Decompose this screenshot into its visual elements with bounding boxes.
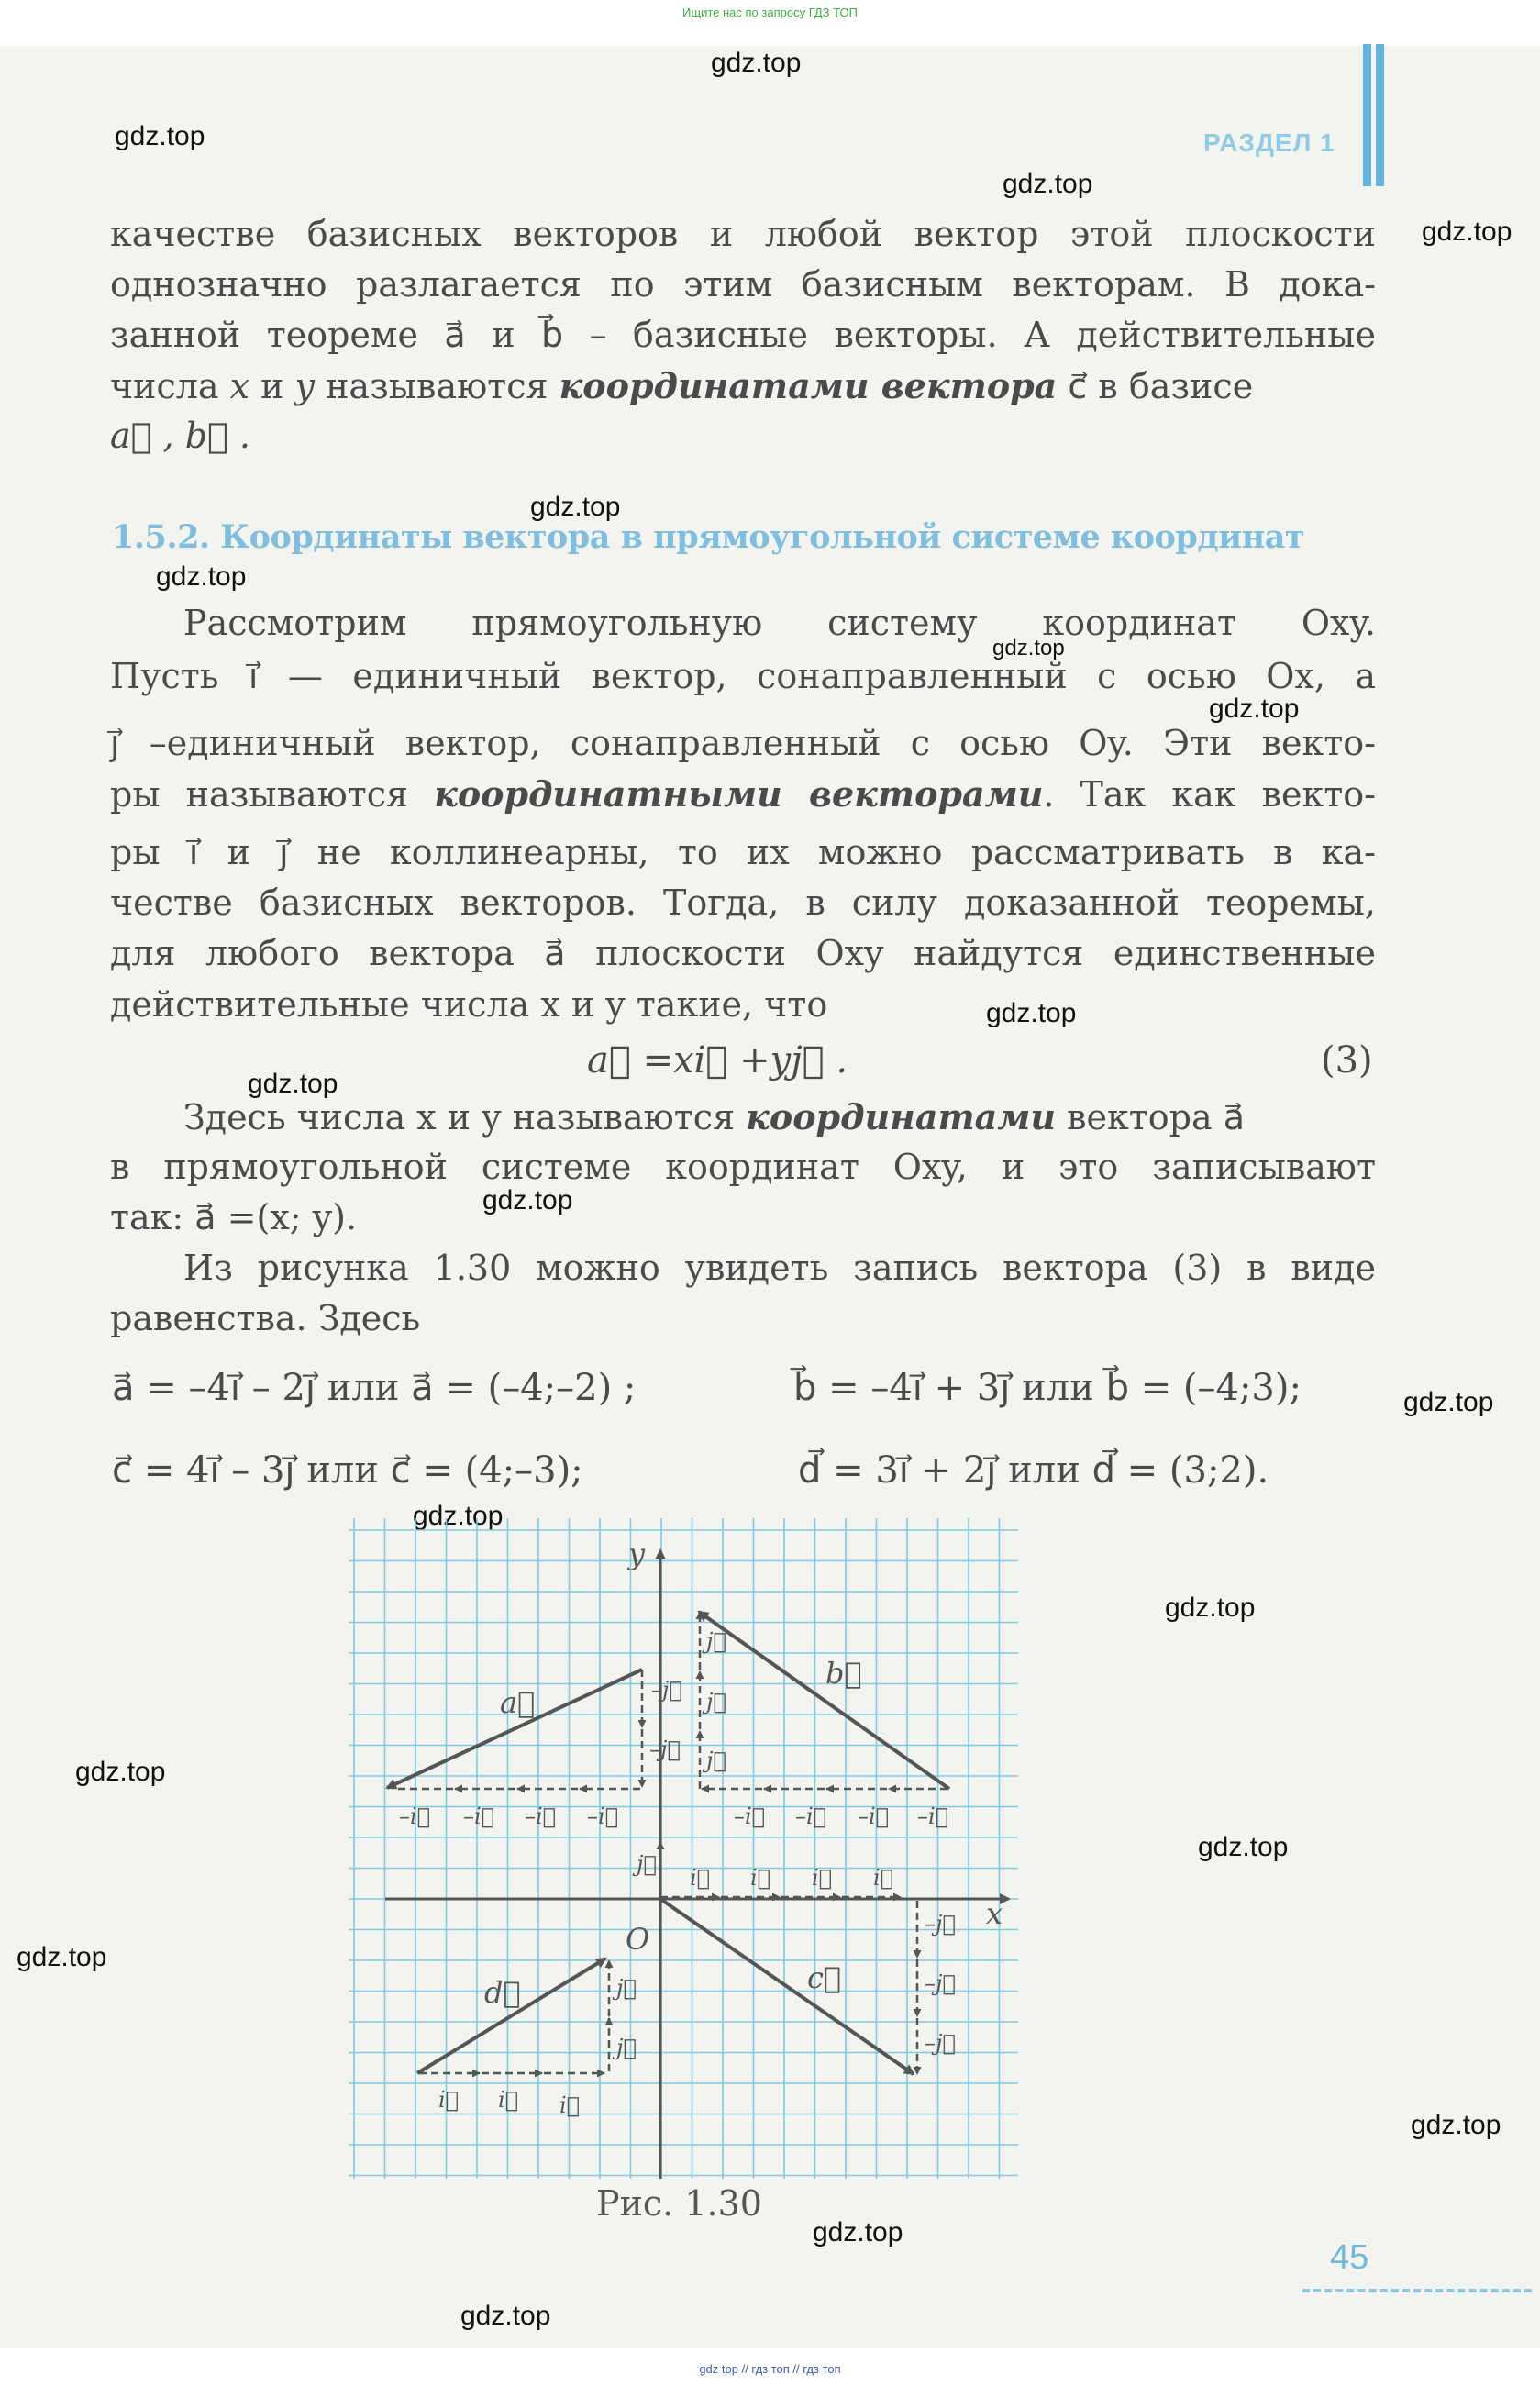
body-line-5: ры i⃗ и j⃗ не коллинеарны, то их можно рассматривать в ка- [110,832,1376,872]
text-span: . Так как векто- [1043,774,1377,815]
text-span: координатами [746,1096,1057,1138]
watermark: gdz.top [1209,694,1300,724]
j-label: j⃗ [706,1748,726,1773]
vector-a-label: a⃗ [500,1685,536,1720]
text-span: координатами вектора [559,365,1058,406]
watermark: gdz.top [1403,1387,1494,1417]
watermark: gdz.top [413,1501,504,1531]
watermark: gdz.top [1422,216,1512,247]
text-span: y [294,366,316,406]
neg-j-label: –j⃗ [651,1677,682,1703]
section-heading: 1.5.2. Координаты вектора в прямоугольной системе координат [112,518,1305,556]
neg-i-label: –i⃗ [463,1803,495,1829]
neg-i-label: –i⃗ [587,1803,619,1829]
equation-a: a⃗ = –4i⃗ – 2j⃗ или a⃗ = (–4;–2) ; [112,1367,637,1409]
watermark: gdz.top [1003,169,1093,199]
neg-j-label: –j⃗ [925,2030,956,2056]
j-label: j⃗ [706,1689,726,1715]
i-label: i⃗ [438,2087,460,2113]
body-line-10: в прямоугольной системе координат Oxy, и это записывают [110,1147,1376,1187]
i-label: i⃗ [559,2092,581,2118]
neg-j-label: –j⃗ [925,1911,956,1937]
bottom-banner[interactable]: gdz top // гдз топ // гдз топ [699,2362,841,2376]
body-line-9 [183,1092,1376,1143]
body-line-12: Из рисунка 1.30 можно увидеть запись вектора (3) в виде [183,1248,1376,1288]
watermark: gdz.top [156,561,247,592]
intro-line-5: a⃗ , b⃗ . [110,416,250,456]
text-span: c⃗ в базисе [1057,366,1254,406]
vector-c-arrow [660,1899,914,2074]
equation-c: c⃗ = 4i⃗ – 3j⃗ или c⃗ = (4;–3); [112,1449,583,1492]
neg-i-label: –i⃗ [525,1803,557,1829]
vector-b-label: b⃗ [825,1656,862,1691]
neg-j-label: –j⃗ [925,1970,956,1996]
body-line-3: j⃗ –единичный вектор, сонаправленный с осью Oy. Эти векто- [110,723,1376,763]
equation-b: b⃗ = –4i⃗ + 3j⃗ или b⃗ = (–4;3); [793,1367,1302,1409]
section-bar [1363,44,1371,186]
i-label: i⃗ [498,2087,519,2113]
watermark: gdz.top [460,2301,551,2331]
text-span: Здесь числа x и y называются [183,1097,747,1138]
formula-number: (3) [1321,1039,1373,1082]
intro-line-4 [110,361,1376,412]
i-label: i⃗ [812,1865,833,1891]
neg-i-label: –i⃗ [858,1803,890,1829]
watermark: gdz.top [115,121,205,151]
i-label: i⃗ [690,1865,711,1891]
j-label: j⃗ [616,1975,637,2001]
body-line-7: для любого вектора a⃗ плоскости Oxy найдутся единственные [110,933,1376,973]
neg-j-label: –j⃗ [649,1737,681,1762]
body-line-2: Пусть i⃗ — единичный вектор, сонаправленный с осью Ox, а [110,656,1376,696]
j-label: j⃗ [706,1628,726,1654]
text-span: координатными векторами [434,773,1044,815]
section-bar [1376,44,1384,186]
section-tag: РАЗДЕЛ 1 [1203,128,1335,157]
watermark: gdz.top [248,1069,338,1099]
text-span: ры называются [110,774,435,815]
body-line-1: Рассмотрим прямоугольную систему координат Oxy. [183,603,1376,643]
top-banner[interactable]: Ищите нас по запросу ГДЗ ТОП [682,6,858,19]
watermark: gdz.top [1411,2110,1501,2140]
body-line-6: честве базисных векторов. Тогда, в силу доказанной теоремы, [110,882,1376,923]
origin-label: O [626,1922,650,1957]
text-span: вектора a⃗ [1056,1097,1246,1138]
i-label: i⃗ [873,1865,894,1891]
vector-c-label: c⃗ [807,1960,842,1995]
vector-figure [349,1518,1018,2179]
j-label: j⃗ [616,2035,637,2060]
watermark: gdz.top [1165,1593,1256,1623]
vector-d-label: d⃗ [484,1975,521,2010]
vector-b-arrow [699,1612,949,1789]
text-span: называются [315,366,559,406]
footer-dash [1302,2289,1532,2292]
formula: a⃗ =xi⃗ +yj⃗ . [587,1039,848,1082]
watermark: gdz.top [813,2217,903,2247]
grid [349,1518,1018,2179]
watermark: gdz.top [17,1942,107,1972]
text-span: и [249,366,295,406]
neg-i-label: –i⃗ [917,1803,949,1829]
intro-line-2: однозначно разлагается по этим базисным векторам. В дока- [110,264,1376,305]
text-span: числа [110,366,230,406]
watermark: gdz.top [75,1757,166,1787]
body-line-13: равенства. Здесь [110,1298,421,1338]
watermark: gdz.top [1198,1832,1289,1862]
j-label: j⃗ [637,1851,657,1877]
figure-caption: Рис. 1.30 [596,2183,762,2224]
watermark: gdz.top [986,998,1077,1028]
neg-i-label: –i⃗ [795,1803,827,1829]
i-label: i⃗ [750,1865,771,1891]
page-number: 45 [1330,2238,1369,2277]
body-line-4 [110,769,1376,820]
body-line-11: так: a⃗ =(x; y). [110,1197,358,1237]
intro-line-3: занной теореме a⃗ и b⃗ – базисные векторы. А действительные [110,315,1376,355]
neg-i-label: –i⃗ [399,1803,431,1829]
watermark: gdz.top [992,636,1065,660]
equation-d: d⃗ = 3i⃗ + 2j⃗ или d⃗ = (3;2). [798,1449,1269,1492]
watermark: gdz.top [530,492,621,522]
text-span: x [229,366,250,406]
intro-line-1: качестве базисных векторов и любой вектор этой плоскости [110,214,1376,254]
x-axis-label: x [986,1896,1003,1931]
watermark: gdz.top [711,48,802,78]
y-axis-label: y [628,1537,646,1571]
watermark: gdz.top [482,1185,573,1215]
neg-i-label: –i⃗ [734,1803,766,1829]
body-line-8: действительные числа x и y такие, что [110,984,828,1025]
